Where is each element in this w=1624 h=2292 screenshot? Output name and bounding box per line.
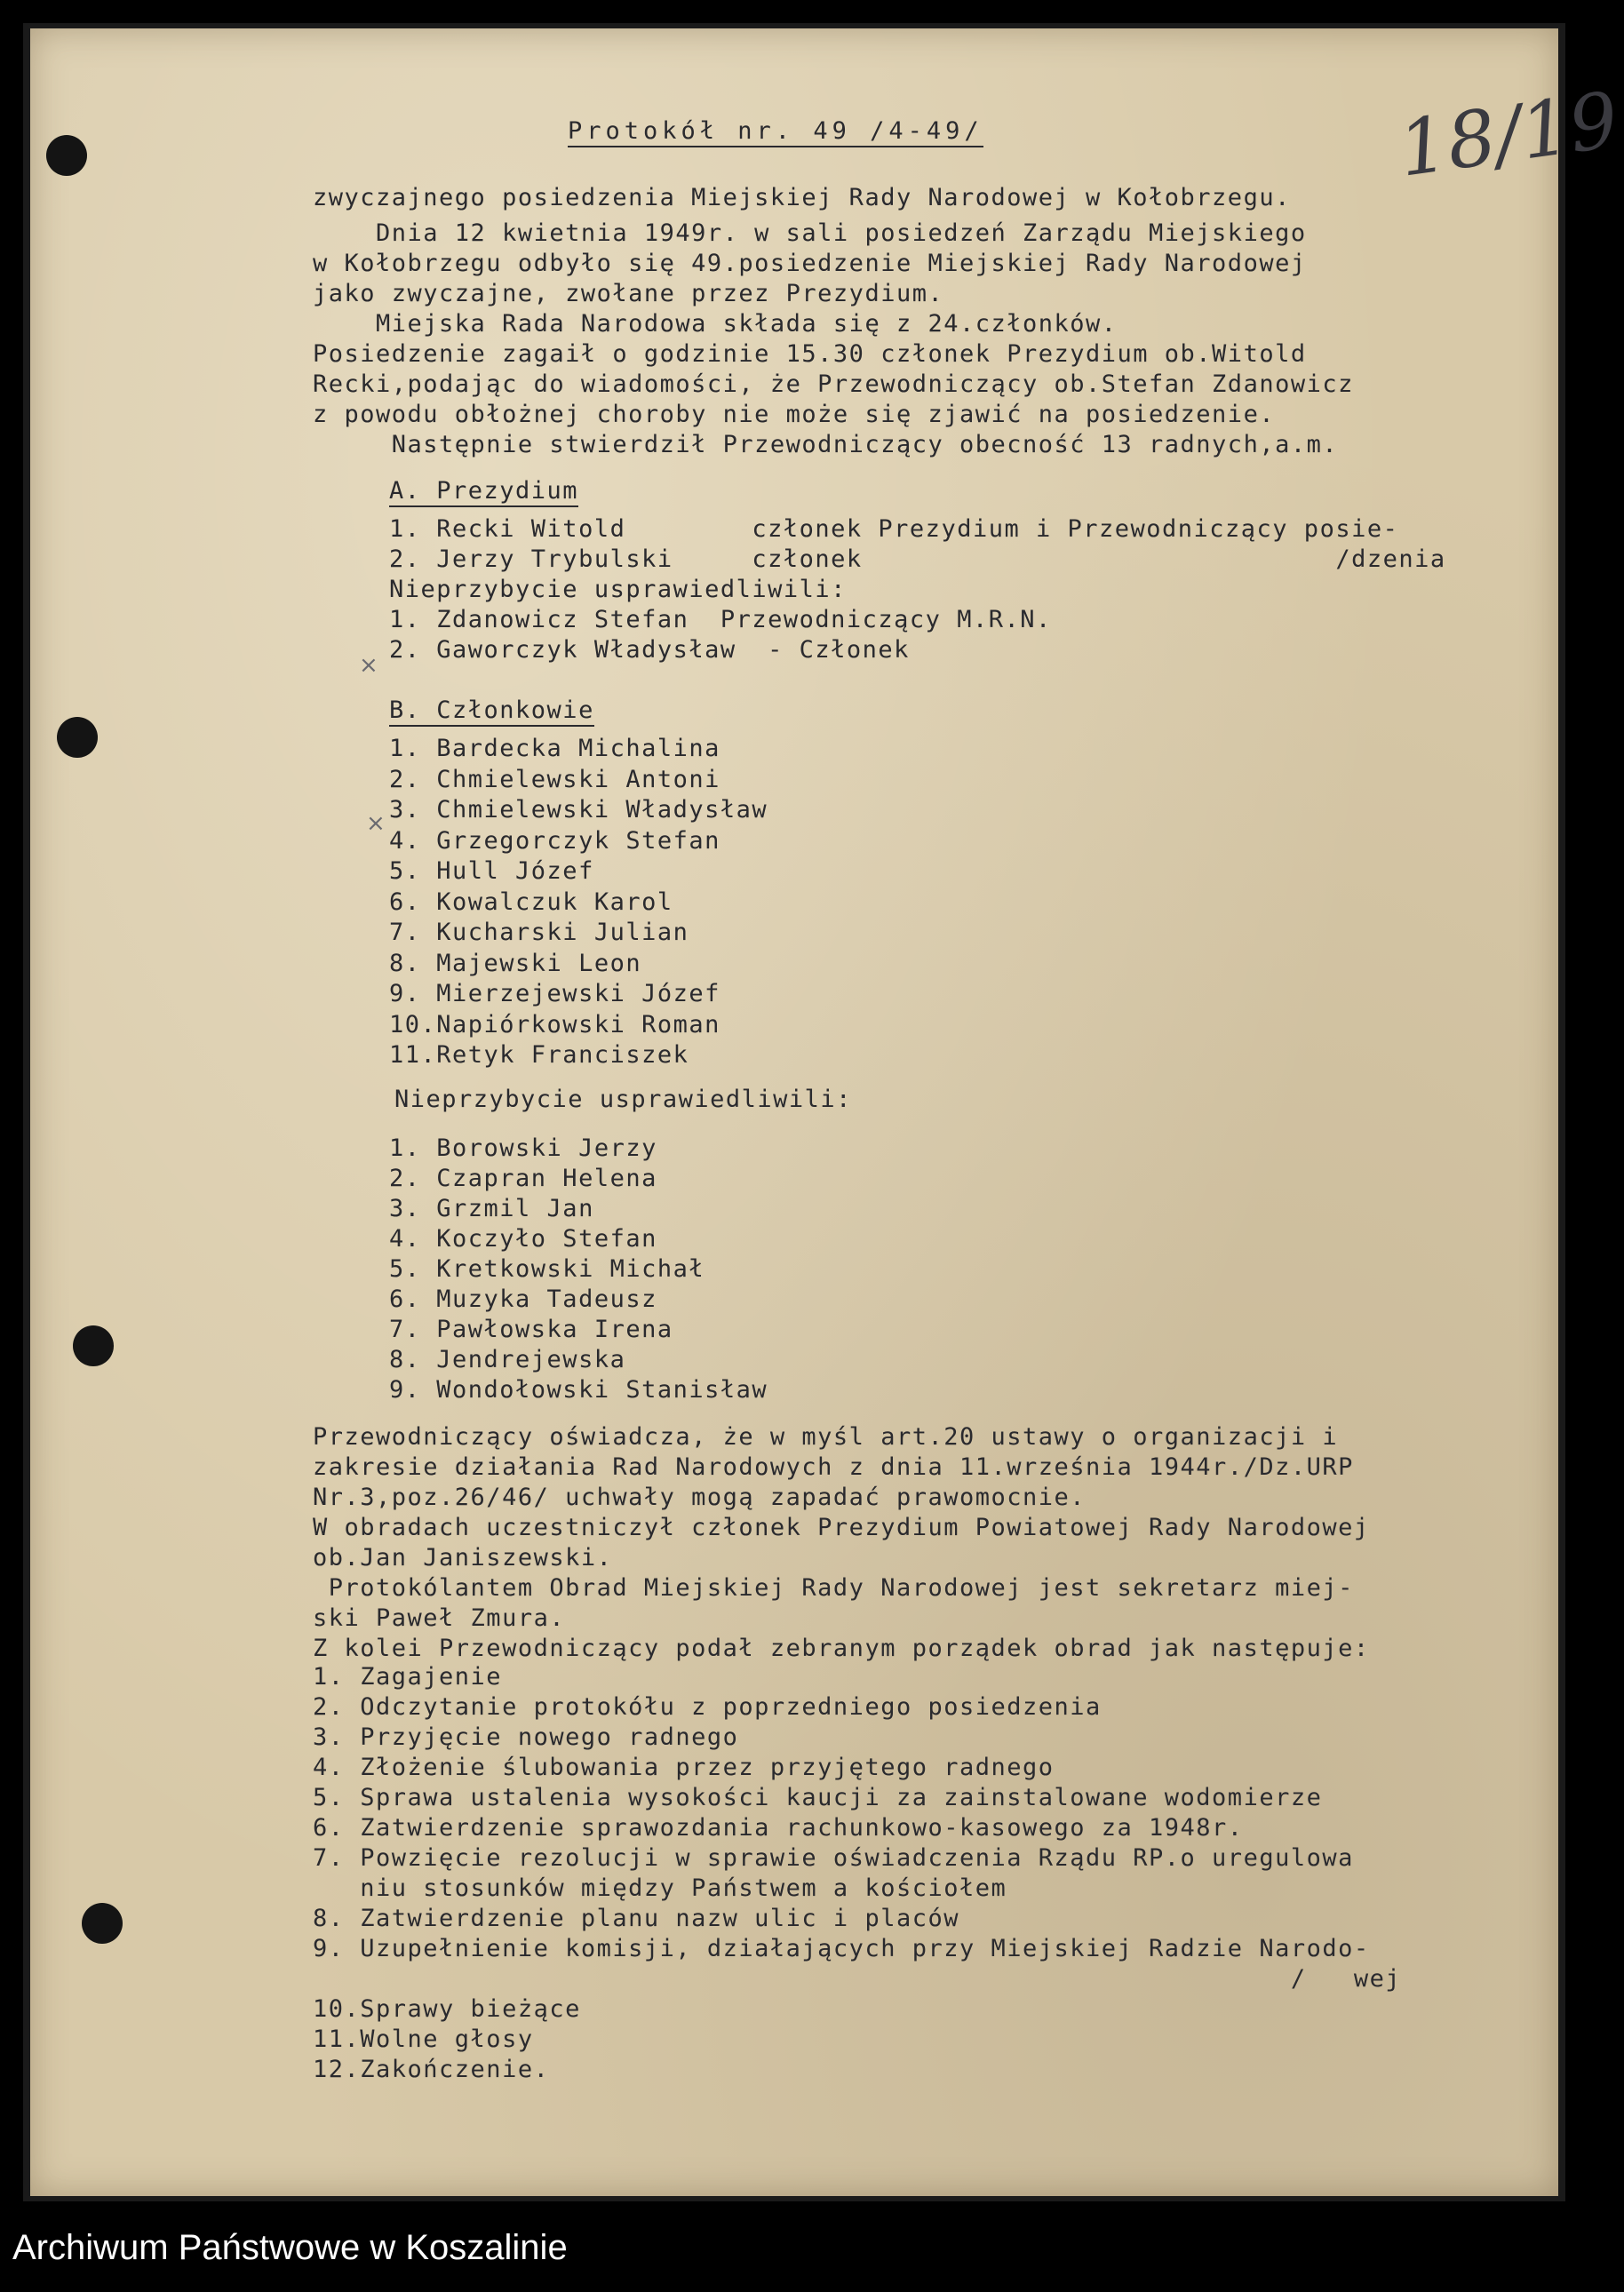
- member-present-item: 9. Mierzejewski Józef: [389, 980, 720, 1007]
- archive-name: Archiwum Państwowe w Koszalinie: [12, 2228, 568, 2267]
- statement-line: Protokólantem Obrad Miejskiej Rady Narodowej jest sekretarz miej-: [313, 1574, 1354, 1602]
- agenda-item: 3. Przyjęcie nowego radnego: [313, 1723, 739, 1751]
- intro-line: z powodu obłożnej choroby nie może się zjawić na posiedzenie.: [313, 401, 1276, 428]
- agenda-item: 9. Uzupełnienie komisji, działających przy Miejskiej Radzie Narodo-: [313, 1935, 1370, 1962]
- punch-hole: [46, 135, 87, 176]
- statement-line: ob.Jan Janiszewski.: [313, 1544, 613, 1572]
- section-a-line: 1. Recki Witold członek Prezydium i Przewodniczący posie-: [389, 515, 1399, 543]
- member-present-item: 2. Chmielewski Antoni: [389, 765, 720, 793]
- member-excused-item: 2. Czapran Helena: [389, 1165, 657, 1192]
- section-a-line: 2. Jerzy Trybulski członek /dzenia: [389, 545, 1446, 573]
- statement-line: zakresie działania Rad Narodowych z dnia 11.września 1944r./Dz.URP: [313, 1453, 1354, 1481]
- document-title: Protokół nr. 49 /4-49/: [568, 117, 983, 147]
- member-present-item: 4. Grzegorczyk Stefan: [389, 826, 720, 855]
- section-a-line: Nieprzybycie usprawiedliwili:: [389, 576, 847, 603]
- member-excused-item: 3. Grzmil Jan: [389, 1195, 594, 1222]
- agenda-item: 12.Zakończenie.: [313, 2056, 550, 2083]
- punch-hole: [73, 1325, 114, 1366]
- section-a-heading: A. Prezydium: [389, 477, 578, 507]
- member-present-item: 7. Kucharski Julian: [389, 919, 689, 946]
- section-a-line: 2. Gaworczyk Władysław - Członek: [389, 636, 910, 664]
- pencil-mark: ×: [359, 652, 378, 679]
- agenda-item: 4. Złożenie ślubowania przez przyjętego radnego: [313, 1754, 1055, 1781]
- section-b-heading: B. Członkowie: [389, 696, 594, 727]
- statement-line: Nr.3,poz.26/46/ uchwały mogą zapadać prawomocnie.: [313, 1484, 1087, 1511]
- intro-line: Posiedzenie zagaił o godzinie 15.30 członek Prezydium ob.Witold: [313, 340, 1307, 368]
- punch-hole: [57, 717, 98, 758]
- punch-hole: [82, 1903, 123, 1944]
- member-excused-item: 1. Borowski Jerzy: [389, 1134, 657, 1162]
- agenda-item: 7. Powzięcie rezolucji w sprawie oświadczenia Rządu RP.o uregulowa: [313, 1844, 1354, 1872]
- member-present-item: 3. Chmielewski Władysław: [389, 796, 768, 824]
- member-excused-item: 7. Pawłowska Irena: [389, 1316, 673, 1343]
- document-subtitle: zwyczajnego posiedzenia Miejskiej Rady Narodowej w Kołobrzegu.: [313, 184, 1291, 211]
- member-excused-item: 5. Kretkowski Michał: [389, 1255, 705, 1283]
- agenda-item: niu stosunków między Państwem a kościołem: [313, 1874, 1007, 1902]
- archive-footer: [0, 2212, 1588, 2292]
- agenda-item: / wej: [313, 1965, 1402, 1993]
- member-present-item: 5. Hull Józef: [389, 857, 594, 885]
- agenda-item: 8. Zatwierdzenie planu nazw ulic i placów: [313, 1905, 959, 1932]
- excused-heading: Nieprzybycie usprawiedliwili:: [394, 1086, 852, 1113]
- agenda-item: 2. Odczytanie protokółu z poprzedniego posiedzenia: [313, 1693, 1102, 1721]
- intro-line: Następnie stwierdził Przewodniczący obecność 13 radnych,a.m.: [313, 431, 1339, 458]
- member-present-item: 6. Kowalczuk Karol: [389, 887, 673, 916]
- member-present-item: 11.Retyk Franciszek: [389, 1041, 689, 1069]
- document-page: [30, 28, 1624, 2196]
- handwritten-page-number: 18/19: [1393, 76, 1624, 195]
- statement-line: Z kolei Przewodniczący podał zebranym porządek obrad jak następuje:: [313, 1635, 1370, 1662]
- member-present-item: 10.Napiórkowski Roman: [389, 1010, 720, 1039]
- intro-line: w Kołobrzegu odbyło się 49.posiedzenie Miejskiej Rady Narodowej: [313, 250, 1307, 277]
- statement-line: Przewodniczący oświadcza, że w myśl art.20 ustawy o organizacji i: [313, 1423, 1339, 1451]
- intro-line: Miejska Rada Narodowa składa się z 24.członków.: [313, 310, 1118, 338]
- intro-line: Recki,podając do wiadomości, że Przewodniczący ob.Stefan Zdanowicz: [313, 370, 1354, 398]
- pencil-mark: ×: [366, 810, 386, 837]
- intro-line: Dnia 12 kwietnia 1949r. w sali posiedzeń Zarządu Miejskiego: [313, 219, 1307, 247]
- member-excused-item: 6. Muzyka Tadeusz: [389, 1285, 657, 1313]
- agenda-item: 11.Wolne głosy: [313, 2025, 534, 2053]
- member-excused-item: 4. Koczyło Stefan: [389, 1225, 657, 1253]
- section-a-line: 1. Zdanowicz Stefan Przewodniczący M.R.N.: [389, 606, 1052, 633]
- member-present-item: 1. Bardecka Michalina: [389, 735, 720, 762]
- member-excused-item: 8. Jendrejewska: [389, 1346, 626, 1373]
- agenda-item: 1. Zagajenie: [313, 1663, 503, 1691]
- agenda-item: 6. Zatwierdzenie sprawozdania rachunkowo-kasowego za 1948r.: [313, 1814, 1244, 1842]
- member-excused-item: 9. Wondołowski Stanisław: [389, 1376, 768, 1404]
- member-present-item: 8. Majewski Leon: [389, 949, 642, 977]
- agenda-item: 5. Sprawa ustalenia wysokości kaucji za zainstalowane wodomierze: [313, 1784, 1323, 1811]
- agenda-item: 10.Sprawy bieżące: [313, 1995, 581, 2023]
- intro-line: jako zwyczajne, zwołane przez Prezydium.: [313, 280, 944, 307]
- statement-line: ski Paweł Zmura.: [313, 1604, 566, 1632]
- statement-line: W obradach uczestniczył członek Prezydium Powiatowej Rady Narodowej: [313, 1514, 1370, 1541]
